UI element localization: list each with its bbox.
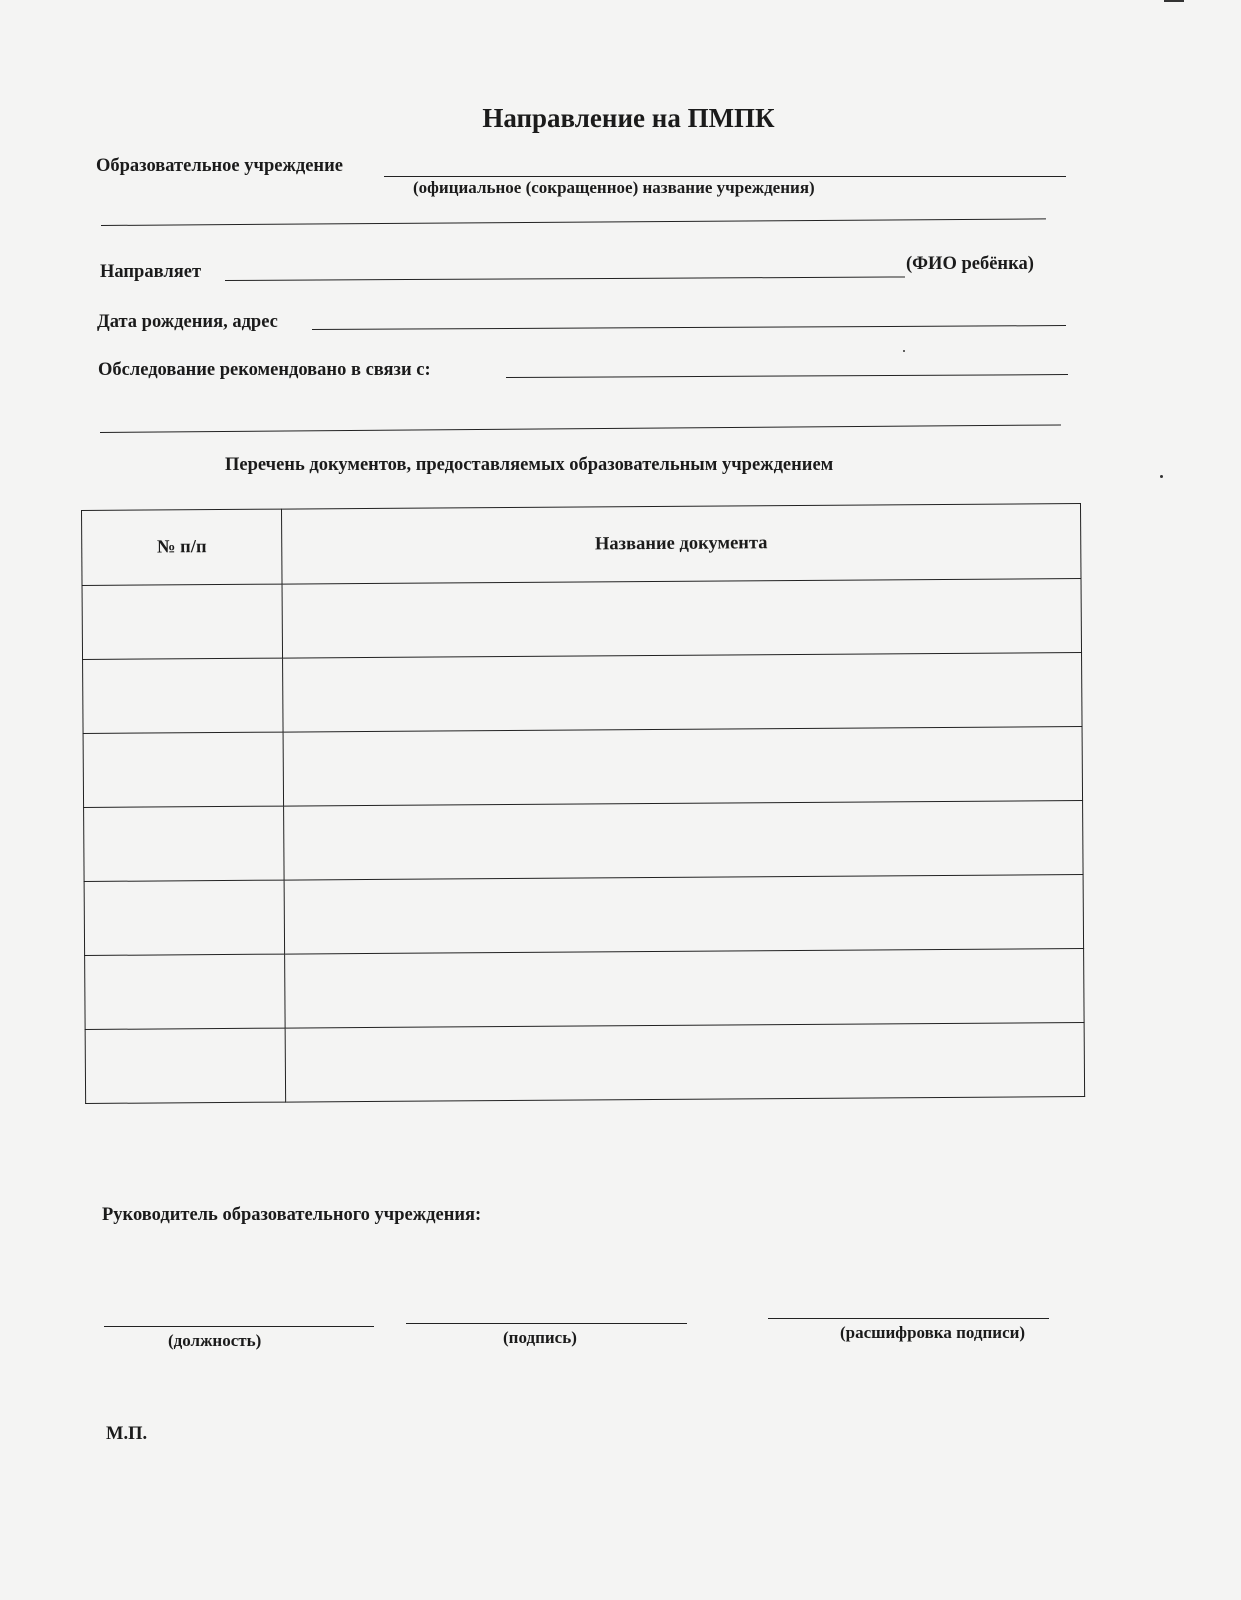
number-cell[interactable]	[83, 732, 284, 807]
birth-address-input-line[interactable]	[312, 325, 1066, 330]
page-title: Направление на ПМПК	[482, 103, 775, 133]
signature-hint: (подпись)	[503, 1328, 577, 1347]
birth-address-label: Дата рождения, адрес	[97, 312, 278, 332]
documents-heading: Перечень документов, предоставляемых образовательным учреждением	[225, 455, 834, 475]
institution-input-line[interactable]	[384, 176, 1066, 177]
column-header-number: № п/п	[82, 509, 283, 585]
documents-table	[81, 503, 1085, 1104]
position-input-line[interactable]	[104, 1326, 374, 1327]
institution-input-line-2[interactable]	[101, 218, 1046, 226]
table-row	[83, 653, 1082, 734]
signature-decoding-hint: (расшифровка подписи)	[840, 1323, 1026, 1342]
number-cell[interactable]	[83, 658, 284, 733]
document-name-cell[interactable]	[283, 727, 1082, 807]
child-name-hint: (ФИО ребёнка)	[906, 254, 1034, 274]
number-cell[interactable]	[85, 1028, 286, 1103]
exam-reason-input-line[interactable]	[506, 374, 1068, 378]
signature-decoding-input-line[interactable]	[768, 1318, 1049, 1319]
head-of-institution-label: Руководитель образовательного учреждения:	[102, 1205, 482, 1225]
table-row	[84, 801, 1083, 882]
table-row	[85, 949, 1084, 1030]
child-name-input-line[interactable]	[225, 276, 905, 281]
document-name-cell[interactable]	[284, 875, 1083, 955]
scan-speck	[1160, 475, 1163, 478]
number-cell[interactable]	[82, 584, 283, 659]
scan-edge-mark	[1164, 0, 1184, 2]
institution-hint: (официальное (сокращенное) название учреждения)	[413, 178, 815, 197]
document-name-cell[interactable]	[285, 949, 1084, 1029]
number-cell[interactable]	[84, 880, 285, 955]
document-name-cell[interactable]	[284, 801, 1083, 881]
position-hint: (должность)	[168, 1331, 262, 1350]
table-row	[84, 875, 1083, 956]
institution-label: Образовательное учреждение	[96, 156, 343, 176]
exam-reason-input-line-2[interactable]	[100, 424, 1061, 433]
document-name-cell[interactable]	[282, 579, 1081, 659]
document-name-cell[interactable]	[283, 653, 1082, 733]
table-row	[82, 579, 1081, 660]
exam-reason-label: Обследование рекомендовано в связи с:	[98, 360, 431, 380]
column-header-document-name: Название документа	[281, 504, 1081, 585]
seal-label: М.П.	[106, 1424, 148, 1444]
document-name-cell[interactable]	[285, 1023, 1084, 1103]
table-row	[85, 1023, 1084, 1104]
table-row	[83, 727, 1082, 808]
scan-speck	[903, 350, 905, 352]
refers-label: Направляет	[100, 262, 202, 282]
number-cell[interactable]	[85, 954, 286, 1029]
table-header-row	[82, 504, 1081, 586]
number-cell[interactable]	[84, 806, 285, 881]
signature-input-line[interactable]	[406, 1323, 687, 1324]
